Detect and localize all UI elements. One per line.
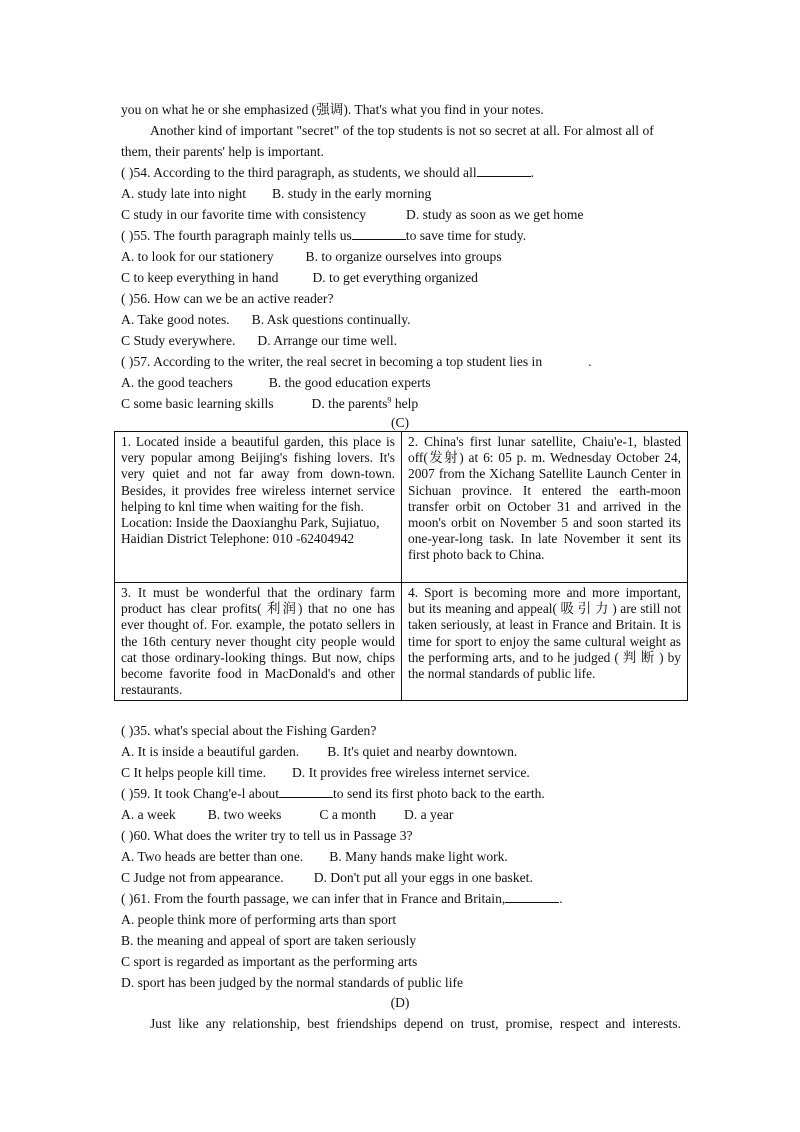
option-row (121, 269, 681, 287)
question-stem: ( )61. From the fourth passage, we can infer that in France and Britain, (121, 891, 506, 906)
question-stem-end: to save time for study. (405, 228, 527, 243)
option-d: D. a year (404, 807, 454, 822)
question-55 (121, 227, 681, 245)
passage-4 (402, 583, 688, 701)
passage-table (114, 431, 688, 701)
question-stem: ( )35. what's special about the Fishing Garden? (121, 723, 377, 738)
option-d: D. to get everything organized (312, 270, 478, 285)
question-stem-end: . (530, 165, 535, 180)
option-row (121, 806, 681, 824)
option-row (121, 395, 681, 413)
answer-blank (542, 354, 588, 366)
option-d-tail: help (391, 396, 419, 411)
option-b: B. to organize ourselves into groups (305, 249, 502, 264)
intro-line-2: Another kind of important "secret" of the top students is not so secret at all. For almost all of (150, 123, 654, 138)
question-stem-end: . (588, 354, 592, 369)
question-stem: ( )59. It took Chang'e-l about (121, 786, 279, 801)
option-row (121, 185, 681, 203)
intro-line-1: you on what he or she emphasized (强调). That's what you find in your notes. (121, 102, 544, 117)
option-b: B. It's quiet and nearby downtown. (327, 744, 518, 759)
option-c: C a month (319, 807, 376, 822)
option-row (121, 206, 681, 224)
option-c: C Study everywhere. (121, 333, 236, 348)
question-stem: ( )56. How can we be an active reader? (121, 291, 334, 306)
option-a: A. to look for our stationery (121, 249, 274, 264)
option-row (121, 743, 681, 761)
option-c: C some basic learning skills (121, 396, 274, 411)
option-d: D. study as soon as we get home (406, 207, 584, 222)
option-row (121, 848, 681, 866)
option-b: B. Many hands make light work. (329, 849, 508, 864)
option-row (121, 332, 681, 350)
option-c: C sport is regarded as important as the performing arts (121, 954, 418, 969)
option-c: C It helps people kill time. (121, 765, 266, 780)
option-row (121, 869, 681, 887)
intro-line-3: them, their parents' help is important. (121, 144, 324, 159)
option-row (121, 311, 681, 329)
passage-1-location: Location: Inside the Daoxianghu Park, Sujiatuo, (121, 515, 380, 531)
option-a: A. Take good notes. (121, 312, 230, 327)
passage-1-contact: Haidian District Telephone: 010 -62404942 (121, 531, 355, 547)
option-d: D. Arrange our time well. (257, 333, 398, 348)
passage-1-text: 1. Located inside a beautiful garden, this place is very popular among Beijing's fishing lovers. It's very quiet and not far away from down-town. Besides, it provides free wireless internet service helping to knl time when waiting for the fish. (121, 434, 395, 514)
option-b: B. Ask questions continually. (251, 312, 411, 327)
question-stem: ( )60. What does the writer try to tell us in Passage 3? (121, 828, 413, 843)
passage-2-text: 2. China's first lunar satellite, Chaiu'e-1, blasted off(发射) at 6: 05 p. m. Wednesday October 24, 2007 from the Xichang Satellite Launch Center in Sichuan province. It entered the earth-moon transfer orbit on October 31 and arrived in the moon's orbit on November 5 and soon started its one-year-long task. In late November it sent its first photo back to China. (408, 434, 681, 563)
answer-blank (505, 890, 559, 903)
answer-blank (352, 227, 406, 240)
section-c-heading: (C) (390, 415, 410, 430)
question-59 (121, 785, 681, 803)
option-a: A. Two heads are better than one. (121, 849, 304, 864)
passage-4-text: 4. Sport is becoming more and more important, but its meaning and appeal( 吸 引 力 ) are still not taken seriously, at least in France and Britain. It is time for sport to enjoy the same cultural weight as the performing arts, and to he judged ( 判 断 ) by the normal standards of public life. (408, 585, 681, 682)
option-d: D. Don't put all your eggs in one basket. (313, 870, 533, 885)
question-stem: ( )57. According to the writer, the real secret in becoming a top student lies in (121, 354, 543, 369)
option-b: B. the meaning and appeal of sport are taken seriously (121, 933, 417, 948)
question-61 (121, 890, 681, 908)
answer-blank (279, 785, 333, 798)
option-a: A. a week (121, 807, 176, 822)
option-a: A. study late into night (121, 186, 246, 201)
question-35 (121, 722, 681, 740)
passage-d-first-line: Just like any relationship, best friendships depend on trust, promise, respect and interests. (150, 1016, 681, 1031)
option-c: C study in our favorite time with consistency (121, 207, 367, 222)
option-a: A. the good teachers (121, 375, 233, 390)
passage-1 (115, 432, 402, 583)
option-row (121, 248, 681, 266)
answer-blank (477, 164, 531, 177)
option-d: D. the parents (311, 396, 388, 411)
option-row (121, 764, 681, 782)
option-c: C Judge not from appearance. (121, 870, 284, 885)
passage-3 (115, 583, 402, 701)
option-b: B. study in the early morning (271, 186, 432, 201)
option-d: D. sport has been judged by the normal standards of public life (121, 975, 464, 990)
option-b: B. two weeks (207, 807, 282, 822)
question-57 (121, 353, 681, 371)
option-a: A. It is inside a beautiful garden. (121, 744, 300, 759)
question-54 (121, 164, 681, 182)
option-a: A. people think more of performing arts than sport (121, 912, 397, 927)
question-60 (121, 827, 681, 845)
question-stem-end: to send its first photo back to the earth. (333, 786, 545, 801)
passage-3-text: 3. It must be wonderful that the ordinary farm product has clear profits( 利润) that no one has ever thought of. For. example, the potato sellers in the 16th century never thought city people would cat those ordinary-looking things. But now, chips become favorite food in MacDonald's and other restaurants. (121, 585, 395, 698)
option-row (121, 374, 681, 392)
question-stem: ( )54. According to the third paragraph, as students, we should all (121, 165, 477, 180)
superscript: 9 (387, 395, 392, 405)
question-56 (121, 290, 681, 308)
section-d-heading: (D) (390, 995, 410, 1010)
option-b: B. the good education experts (268, 375, 431, 390)
passage-2 (402, 432, 688, 583)
option-d: D. It provides free wireless internet service. (291, 765, 530, 780)
question-stem: ( )55. The fourth paragraph mainly tells us (121, 228, 352, 243)
option-c: C to keep everything in hand (121, 270, 279, 285)
question-stem-end: . (559, 891, 563, 906)
